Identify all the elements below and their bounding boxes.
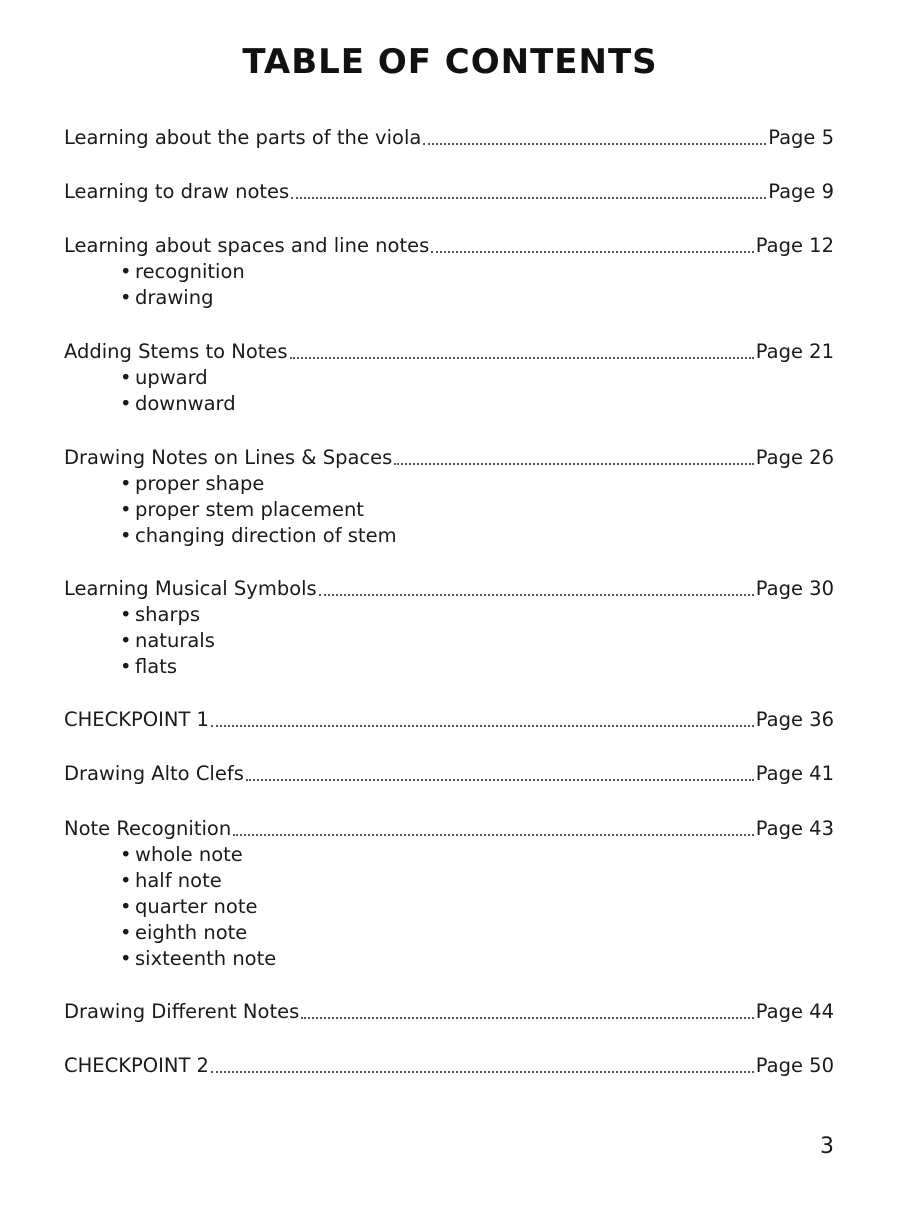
page-number: 3 [820, 1134, 834, 1159]
entry-label: Note Recognition [64, 817, 232, 840]
dot-leader [301, 999, 754, 1019]
entry-page: Page 9 [768, 180, 834, 203]
bullet: • [120, 629, 132, 652]
entry-page: Page 21 [755, 340, 834, 363]
bullet: • [120, 498, 132, 521]
page-title: TABLE OF CONTENTS [242, 42, 658, 82]
toc-entry [64, 233, 834, 311]
entry-page: Page 44 [755, 1000, 834, 1023]
dot-leader [211, 707, 754, 727]
sub-item: • upward [120, 366, 208, 389]
sub-item: • changing direction of stem [120, 524, 397, 547]
bullet: • [120, 921, 132, 944]
sub-item: • quarter note [120, 895, 258, 918]
dot-leader [233, 816, 754, 836]
sub-item: • sixteenth note [120, 947, 277, 970]
dot-leader [394, 445, 753, 465]
entry-page: Page 5 [768, 126, 834, 149]
sub-item: • recognition [120, 260, 245, 283]
entry-label: Drawing Different Notes [64, 1000, 300, 1023]
bullet: • [120, 843, 132, 866]
toc-entry [64, 179, 834, 205]
bullet: • [120, 869, 132, 892]
bullet: • [120, 524, 132, 547]
dot-leader [211, 1053, 754, 1073]
entry-label: Learning about the parts of the viola [64, 126, 422, 149]
sub-item: • downward [120, 392, 236, 415]
toc-entry [64, 339, 834, 417]
entry-label: Drawing Notes on Lines & Spaces [64, 446, 393, 469]
sub-item: • proper shape [120, 472, 265, 495]
entry-page: Page 26 [755, 446, 834, 469]
dot-leader [290, 339, 754, 359]
entry-page: Page 30 [755, 577, 834, 600]
sub-item: • whole note [120, 843, 243, 866]
dot-leader [423, 125, 766, 145]
toc-entry [64, 125, 834, 151]
entry-page: Page 43 [755, 817, 834, 840]
toc-entry [64, 761, 834, 787]
toc-entry [64, 1053, 834, 1079]
bullet: • [120, 392, 132, 415]
entry-page: Page 50 [755, 1054, 834, 1077]
dot-leader [246, 761, 754, 781]
entry-page: Page 36 [755, 708, 834, 731]
sub-item: • proper stem placement [120, 498, 364, 521]
entry-page: Page 12 [755, 234, 834, 257]
toc-entry [64, 576, 834, 680]
dot-leader [431, 233, 754, 253]
entry-label: CHECKPOINT 2 [64, 1054, 209, 1077]
bullet: • [120, 472, 132, 495]
entry-label: Adding Stems to Notes [64, 340, 288, 363]
toc-entry [64, 816, 834, 972]
sub-item: • drawing [120, 286, 214, 309]
sub-item: • half note [120, 869, 222, 892]
bullet: • [120, 655, 132, 678]
sub-item: • sharps [120, 603, 201, 626]
dot-leader [291, 179, 766, 199]
entry-label: Learning to draw notes [64, 180, 290, 203]
sub-item: • eighth note [120, 921, 248, 944]
toc-entry [64, 445, 834, 549]
toc-entry [64, 707, 834, 733]
entry-label: CHECKPOINT 1 [64, 708, 209, 731]
entry-label: Drawing Alto Clefs [64, 762, 244, 785]
sub-item: • flats [120, 655, 178, 678]
bullet: • [120, 286, 132, 309]
bullet: • [120, 603, 132, 626]
toc-entry [64, 999, 834, 1025]
bullet: • [120, 947, 132, 970]
bullet: • [120, 366, 132, 389]
bullet: • [120, 895, 132, 918]
sub-item: • naturals [120, 629, 215, 652]
bullet: • [120, 260, 132, 283]
dot-leader [319, 576, 754, 596]
entry-label: Learning Musical Symbols [64, 577, 317, 600]
entry-page: Page 41 [755, 762, 834, 785]
entry-label: Learning about spaces and line notes [64, 234, 430, 257]
